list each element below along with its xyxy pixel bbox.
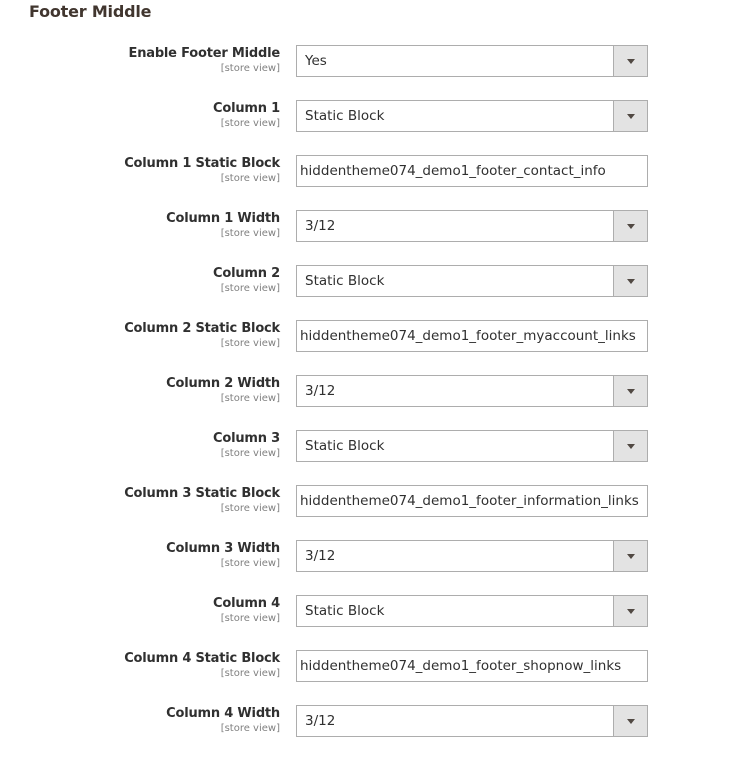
- field-row-column-3-width: [0, 540, 751, 573]
- field-label: Column 3 Static Block: [124, 486, 280, 501]
- chevron-down-icon: [627, 609, 635, 614]
- scope-label: [store view]: [220, 228, 280, 239]
- select-value: Static Block: [305, 438, 385, 454]
- dropdown-button[interactable]: [613, 101, 647, 131]
- field-row-column-1: [0, 100, 751, 133]
- scope-label: [store view]: [220, 118, 280, 129]
- field-row-column-4: [0, 595, 751, 628]
- field-label: Column 2 Width: [166, 376, 280, 391]
- field-row-column-4-width: [0, 705, 751, 738]
- scope-label: [store view]: [220, 723, 280, 734]
- column-4-width-select[interactable]: [296, 705, 648, 737]
- field-row-column-1-width: [0, 210, 751, 243]
- scope-label: [store view]: [220, 63, 280, 74]
- select-value: 3/12: [305, 383, 336, 399]
- column-4-select[interactable]: [296, 595, 648, 627]
- chevron-down-icon: [627, 59, 635, 64]
- field-label: Column 2: [213, 266, 280, 281]
- chevron-down-icon: [627, 224, 635, 229]
- select-value: Static Block: [305, 273, 385, 289]
- column-3-width-select[interactable]: [296, 540, 648, 572]
- column-2-static-block-input[interactable]: [296, 320, 648, 352]
- select-value: 3/12: [305, 548, 336, 564]
- field-label: Column 4 Width: [166, 706, 280, 721]
- select-value: 3/12: [305, 218, 336, 234]
- column-4-static-block-input[interactable]: [296, 650, 648, 682]
- field-row-column-3: [0, 430, 751, 463]
- chevron-down-icon: [627, 114, 635, 119]
- field-label: Column 4 Static Block: [124, 651, 280, 666]
- chevron-down-icon: [627, 279, 635, 284]
- dropdown-button[interactable]: [613, 431, 647, 461]
- select-value: 3/12: [305, 713, 336, 729]
- select-value: Static Block: [305, 108, 385, 124]
- column-3-static-block-input[interactable]: [296, 485, 648, 517]
- dropdown-button[interactable]: [613, 596, 647, 626]
- scope-label: [store view]: [220, 558, 280, 569]
- field-row-column-4-static-block: [0, 650, 751, 683]
- field-label: Column 4: [213, 596, 280, 611]
- scope-label: [store view]: [220, 668, 280, 679]
- select-value: Static Block: [305, 603, 385, 619]
- column-1-width-select[interactable]: [296, 210, 648, 242]
- scope-label: [store view]: [220, 173, 280, 184]
- field-label: Column 1: [213, 101, 280, 116]
- enable-footer-middle-select[interactable]: [296, 45, 648, 77]
- scope-label: [store view]: [220, 503, 280, 514]
- field-row-column-2-width: [0, 375, 751, 408]
- field-label: Column 2 Static Block: [124, 321, 280, 336]
- scope-label: [store view]: [220, 448, 280, 459]
- column-2-width-select[interactable]: [296, 375, 648, 407]
- field-row-enable-footer-middle: [0, 45, 751, 78]
- field-row-column-1-static-block: [0, 155, 751, 188]
- chevron-down-icon: [627, 719, 635, 724]
- select-value: Yes: [305, 53, 327, 69]
- input-value: hiddentheme074_demo1_footer_shopnow_links: [300, 658, 622, 674]
- dropdown-button[interactable]: [613, 266, 647, 296]
- input-value: hiddentheme074_demo1_footer_contact_info: [300, 163, 606, 179]
- field-label: Column 3: [213, 431, 280, 446]
- field-label: Column 3 Width: [166, 541, 280, 556]
- input-value: hiddentheme074_demo1_footer_information_links: [300, 493, 639, 509]
- dropdown-button[interactable]: [613, 706, 647, 736]
- dropdown-button[interactable]: [613, 541, 647, 571]
- field-label: Enable Footer Middle: [128, 46, 280, 61]
- section-title: Footer Middle: [29, 2, 152, 21]
- dropdown-button[interactable]: [613, 376, 647, 406]
- column-1-static-block-input[interactable]: [296, 155, 648, 187]
- chevron-down-icon: [627, 444, 635, 449]
- dropdown-button[interactable]: [613, 46, 647, 76]
- input-value: hiddentheme074_demo1_footer_myaccount_links: [300, 328, 636, 344]
- column-2-select[interactable]: [296, 265, 648, 297]
- scope-label: [store view]: [220, 338, 280, 349]
- field-label: Column 1 Static Block: [124, 156, 280, 171]
- chevron-down-icon: [627, 389, 635, 394]
- column-1-select[interactable]: [296, 100, 648, 132]
- column-3-select[interactable]: [296, 430, 648, 462]
- scope-label: [store view]: [220, 613, 280, 624]
- chevron-down-icon: [627, 554, 635, 559]
- dropdown-button[interactable]: [613, 211, 647, 241]
- field-row-column-2-static-block: [0, 320, 751, 353]
- scope-label: [store view]: [220, 393, 280, 404]
- scope-label: [store view]: [220, 283, 280, 294]
- field-label: Column 1 Width: [166, 211, 280, 226]
- field-row-column-3-static-block: [0, 485, 751, 518]
- field-row-column-2: [0, 265, 751, 298]
